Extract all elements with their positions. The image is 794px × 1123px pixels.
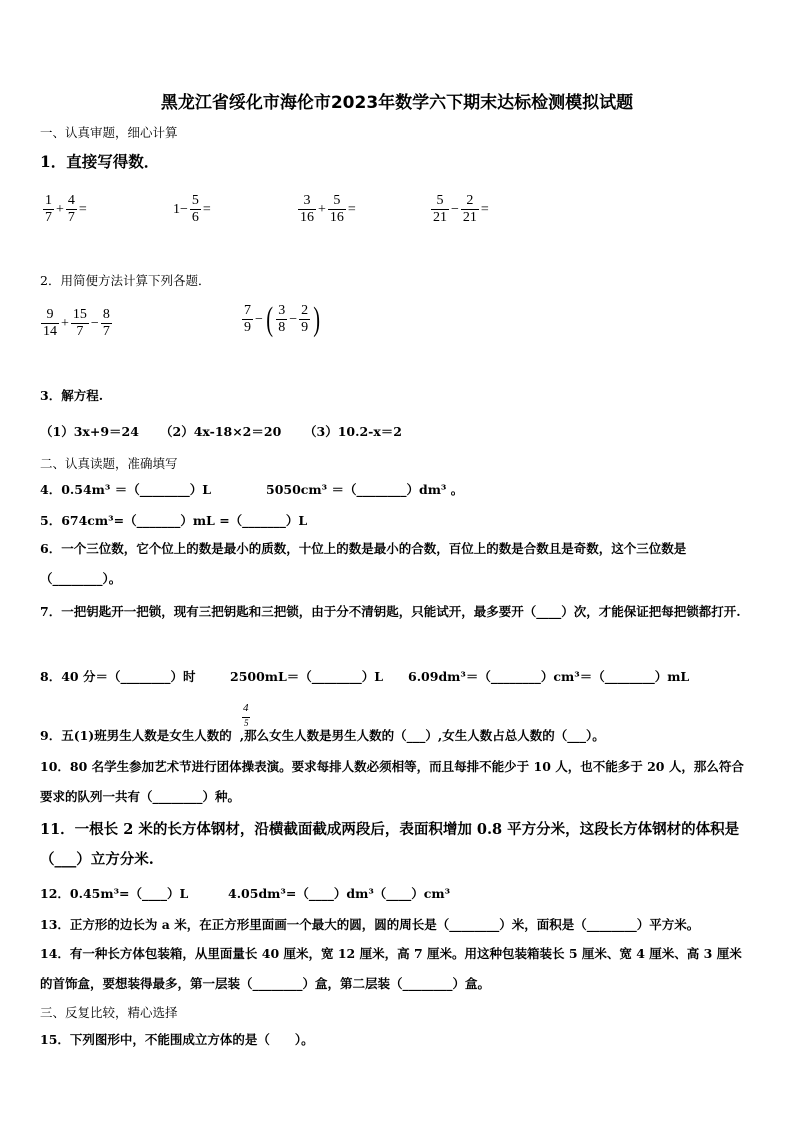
equals: = — [202, 201, 211, 217]
section-heading-3: 三、反复比较，精心选择 — [40, 1005, 178, 1020]
q9-fraction-numerator: 4 — [243, 702, 249, 714]
denominator: 21 — [433, 210, 447, 225]
operator: − — [451, 201, 459, 217]
operator: − — [90, 315, 99, 331]
question-8-part-3: 6.09dm³＝（________）cm³＝（________）mL — [408, 669, 690, 684]
page-title: 黑龙江省绥化市海伦市2023年数学六下期末达标检测模拟试题 — [160, 93, 634, 113]
denominator: 21 — [462, 210, 477, 225]
equals: = — [78, 201, 87, 217]
operator: − — [289, 311, 298, 327]
question-10: 10．80 名学生参加艺术节进行团体操表演。要求每排人数必须相等，而且每排不能少于 10 人，也不能多于 20 人，那么符合要求的队列一共有（________）种。 — [40, 759, 744, 804]
q9-text-after: ,那么女生人数是男生人数的（___）,女生人数占总人数的（___）。 — [239, 728, 605, 743]
numerator: 9 — [46, 307, 54, 322]
numerator: 3 — [303, 193, 311, 208]
question-4-part-2: 5050cm³ ＝（________）dm³ 。 — [266, 482, 464, 497]
numerator: 5 — [191, 193, 199, 208]
question-1-label: 1．直接写得数． — [40, 152, 160, 171]
denominator: 7 — [67, 210, 75, 225]
denominator: 16 — [300, 210, 314, 225]
operator: − — [255, 311, 263, 327]
question-5: 5．674cm³=（_______）mL =（_______）L — [40, 513, 308, 528]
q3-equation-1: （1）3x+9＝24 — [40, 424, 139, 439]
denominator: 14 — [43, 324, 57, 339]
question-8-part-1: 8．40 分＝（________）时 — [40, 669, 196, 684]
numerator: 3 — [278, 303, 286, 318]
numerator: 5 — [333, 193, 341, 208]
equals: = — [480, 201, 489, 217]
denominator: 6 — [191, 210, 199, 225]
q3-equation-2: （2）4x-18×2＝20 — [160, 424, 282, 439]
question-6: 6．一个三位数，它个位上的数是最小的质数，十位上的数是最小的合数，百位上的数是合数且是奇数，这个三位数是（________）。 — [40, 541, 687, 586]
right-paren: ) — [313, 300, 321, 338]
numerator: 2 — [466, 193, 474, 208]
numerator: 15 — [72, 307, 87, 322]
q1-expression-2 — [172, 193, 212, 226]
denominator: 9 — [301, 320, 309, 335]
question-9 — [40, 726, 605, 744]
q2-expression-1 — [40, 307, 113, 340]
equals: = — [347, 201, 356, 217]
denominator: 7 — [102, 324, 110, 339]
operator: + — [56, 201, 64, 217]
q9-fraction-denominator: 5 — [244, 718, 249, 728]
q3-equation-3: （3）10.2-x＝2 — [304, 424, 402, 439]
denominator: 7 — [76, 324, 84, 339]
question-12-part-1: 12．0.45m³=（____）L — [40, 886, 189, 901]
q9-text-before: 9．五(1)班男生人数是女生人数的 — [40, 728, 232, 743]
numerator: 8 — [102, 307, 110, 322]
operator: + — [61, 315, 69, 331]
section-heading-2: 二、认真读题，准确填写 — [40, 456, 178, 471]
numerator: 7 — [244, 303, 251, 318]
section-heading-1: 一、认真审题，细心计算 — [40, 125, 178, 140]
q1-expression-3 — [297, 193, 357, 226]
denominator: 8 — [278, 320, 286, 335]
question-13: 13．正方形的边长为 a 米，在正方形里面画一个最大的圆，圆的周长是（________）米，面积是（________）平方米。 — [40, 917, 700, 932]
question-7: 7．一把钥匙开一把锁，现有三把钥匙和三把锁，由于分不清钥匙，只能试开，最多要开（____）次，才能保证把每把锁都打开. — [40, 604, 741, 619]
question-3-label: 3．解方程. — [40, 388, 104, 403]
numerator: 5 — [436, 193, 444, 208]
lead-term: 1− — [173, 201, 188, 217]
denominator: 16 — [329, 210, 344, 225]
denominator: 7 — [45, 210, 52, 225]
q1-expression-4 — [430, 193, 490, 226]
numerator: 1 — [45, 193, 52, 208]
question-12-part-2: 4.05dm³=（____）dm³（____）cm³ — [228, 886, 451, 901]
question-2-label: 2．用简便方法计算下列各题． — [40, 273, 211, 288]
operator: + — [318, 201, 326, 217]
question-15: 15．下列图形中，不能围成立方体的是（ ）。 — [40, 1032, 314, 1047]
denominator: 9 — [244, 320, 251, 335]
question-8-part-2: 2500mL＝（________）L — [230, 669, 384, 684]
q2-expression-2 — [241, 300, 322, 338]
question-11: 11．一根长 2 米的长方体钢材，沿横截面截成两段后，表面积增加 0.8 平方分米，这段长方体钢材的体积是（___）立方分米. — [40, 821, 740, 868]
left-paren: ( — [266, 300, 273, 338]
numerator: 4 — [67, 193, 75, 208]
numerator: 2 — [301, 303, 309, 318]
q1-expression-1 — [42, 193, 88, 226]
question-14: 14．有一种长方体包装箱，从里面量长 40 厘米，宽 12 厘米，高 7 厘米。用这种包装箱装长 5 厘米、宽 4 厘米、高 3 厘米的首饰盒，要想装得最多，第一层装（________）盒，第二层装（________）盒。 — [40, 946, 742, 991]
question-4-part-1: 4．0.54m³ ＝（________）L — [40, 482, 211, 497]
